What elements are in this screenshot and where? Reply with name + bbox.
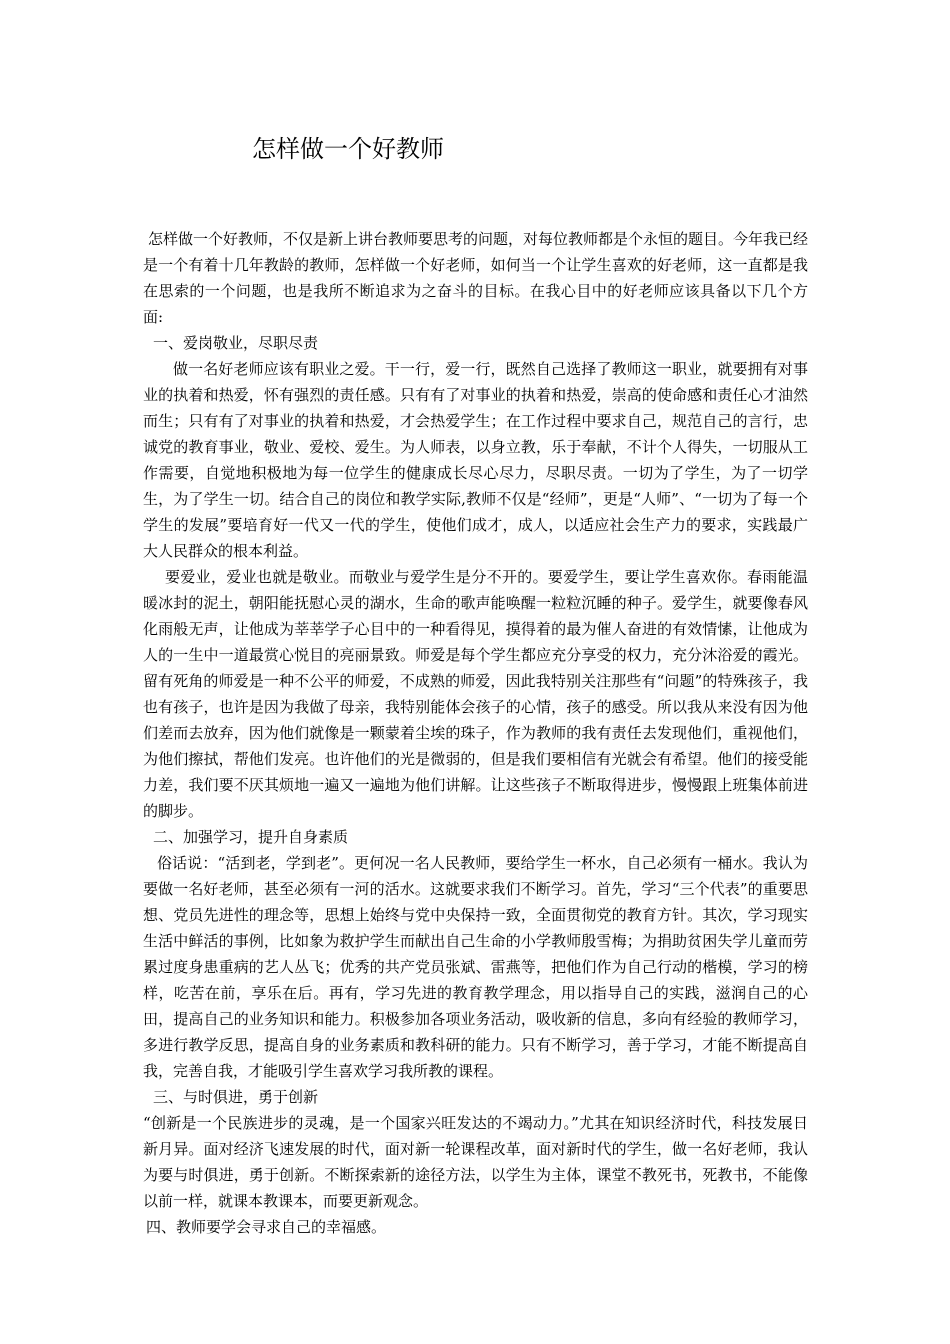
document-title: 怎样做一个好教师 bbox=[252, 135, 444, 163]
section-heading-4: 四、教师要学会寻求自己的幸福感。 bbox=[146, 1218, 387, 1236]
section-heading-3: 三、与时俱进，勇于创新 bbox=[153, 1088, 319, 1106]
section-1-paragraph-1: 做一名好老师应该有职业之爱。干一行，爱一行，既然自己选择了教师这一职业，就要拥有对事业的执着和热爱，怀有强烈的责任感。只有有了对事业的执着和热爱，崇高的使命感和责任心才油然而生；只有有了对事业的执着和热爱，才会热爱学生；在工作过程中要求自己，规范自己的言行，忠诚党的教育事业，敬业、爱校、爱生。为人师表，以身立教，乐于奉献，不计个人得失，一切服从工作需要，自觉地积极地为每一位学生的健康成长尽心尽力，尽职尽责。一切为了学生，为了一切学生，为了学生一切。结合自己的岗位和教学实际,教师不仅是“经师”，更是“人师”、“一切为了每一个学生的发展”要培育好一代又一代的学生，使他们成才，成人，以适应社会生产力的要求，实践最广大人民群众的根本利益。 bbox=[143, 360, 808, 560]
section-1-paragraph-2: 要爱业，爱业也就是敬业。而敬业与爱学生是分不开的。要爱学生，要让学生喜欢你。春雨能温暖冰封的泥土，朝阳能抚慰心灵的湖水，生命的歌声能唤醒一粒粒沉睡的种子。爱学生，就要像春风化雨般无声，让他成为莘莘学子心目中的一种看得见，摸得着的最为催人奋进的有效情愫，让他成为人的一生中一道最赏心悦目的亮丽景致。师爱是每个学生都应充分享受的权力，充分沐浴爱的霞光。留有死角的师爱是一种不公平的师爱，不成熟的师爱，因此我特别关注那些有“问题”的特殊孩子，我也有孩子，也许是因为我做了母亲，我特别能体会孩子的心情，孩子的感受。所以我从来没有因为他们差而去放弃，因为他们就像是一颗蒙着尘埃的珠子，作为教师的我有责任去发现他们，重视他们，为他们擦拭，帮他们发亮。也许他们的光是微弱的，但是我们要相信有光就会有希望。他们的接受能力差，我们要不厌其烦地一遍又一遍地为他们讲解。让这些孩子不断取得进步，慢慢跟上班集体前进的脚步。 bbox=[143, 568, 808, 820]
section-2-paragraph-1: 俗话说：“活到老，学到老”。更何况一名人民教师，要给学生一杯水，自己必须有一桶水。我认为要做一名好老师，甚至必须有一河的活水。这就要求我们不断学习。首先，学习“三个代表”的重要思想、党员先进性的理念等，思想上始终与党中央保持一致，全面贯彻党的教育方针。其次，学习现实生活中鲜活的事例，比如象为救护学生而献出自己生命的小学教师殷雪梅；为捐助贫困失学儿童而劳累过度身患重病的艺人丛飞；优秀的共产党员张斌、雷燕等，把他们作为自己行动的楷模，学习的榜样，吃苦在前，享乐在后。再有，学习先进的教育教学理念，用以指导自己的实践，滋润自己的心田，提高自己的业务知识和能力。积极参加各项业务活动，吸收新的信息，多向有经验的教师学习，多进行教学反思，提高自身的业务素质和教科研的能力。只有不断学习，善于学习，才能不断提高自我，完善自我，才能吸引学生喜欢学习我所教的课程。 bbox=[143, 854, 808, 1080]
section-heading-1: 一、爱岗敬业，尽职尽责 bbox=[153, 334, 319, 352]
section-3-paragraph-1: “创新是一个民族进步的灵魂，是一个国家兴旺发达的不竭动力。”尤其在知识经济时代，科技发展日新月异。面对经济飞速发展的时代，面对新一轮课程改革，面对新时代的学生，做一名好老师，我认为要与时俱进，勇于创新。不断探索新的途径方法，以学生为主体，课堂不教死书，死教书，不能像以前一样，就课本教课本，而要更新观念。 bbox=[143, 1114, 808, 1210]
section-heading-2: 二、加强学习，提升自身素质 bbox=[153, 828, 349, 846]
intro-paragraph: 怎样做一个好教师，不仅是新上讲台教师要思考的问题，对每位教师都是个永恒的题目。今年我已经是一个有着十几年教龄的教师，怎样做一个好老师，如何当一个让学生喜欢的好老师，这一直都是我在思索的一个问题，也是我所不断追求为之奋斗的目标。在我心目中的好老师应该具备以下几个方面: bbox=[143, 230, 809, 326]
document-body bbox=[143, 226, 808, 1240]
